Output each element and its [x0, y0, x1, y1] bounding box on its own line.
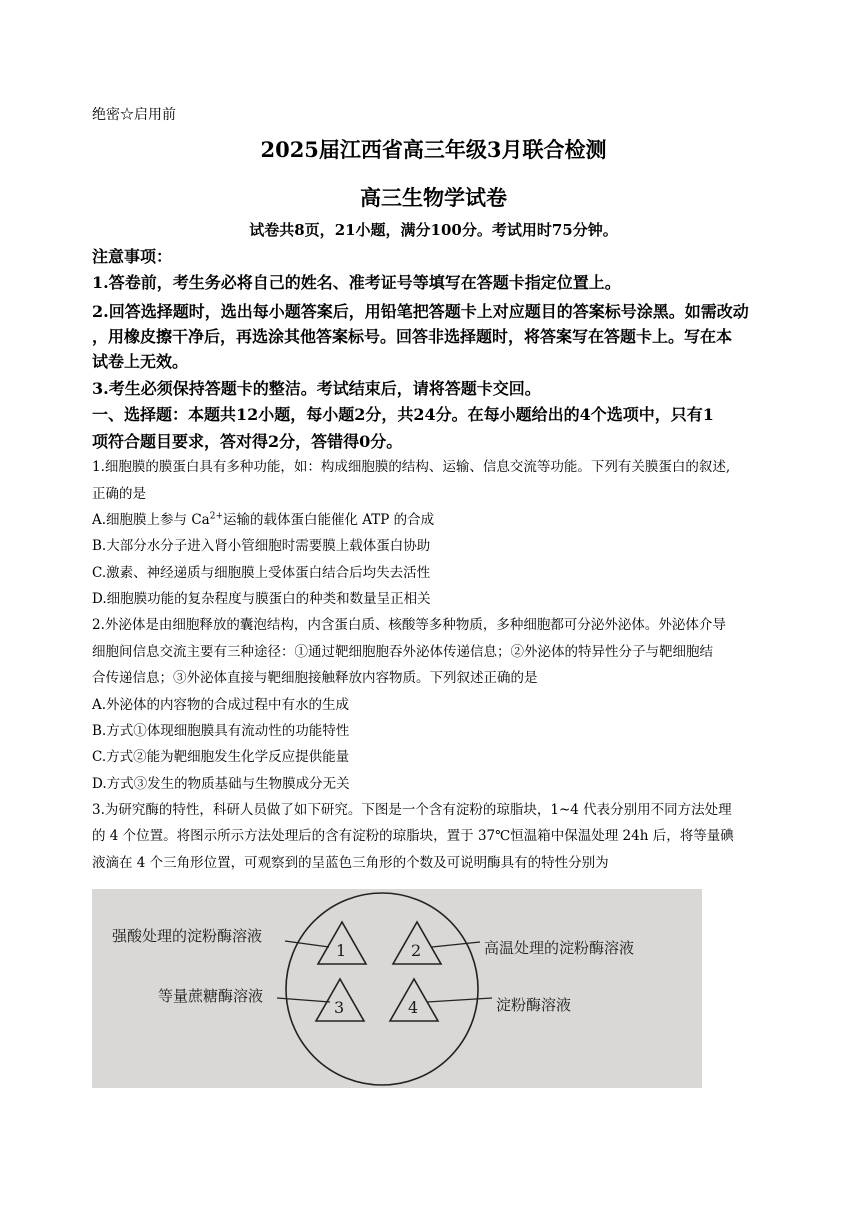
label-high-temp-amylase: 高温处理的淀粉酶溶液 [484, 939, 635, 957]
label-sucrase: 等量蔗糖酶溶液 [158, 987, 264, 1005]
q1-stem-line-1: 1.细胞膜的膜蛋白具有多种功能，如：构成细胞膜的结构、运输、信息交流等功能。下列有关膜蛋白的叙述, [92, 459, 731, 475]
q2-stem-line-1: 2.外泌体是由细胞释放的囊泡结构，内含蛋白质、核酸等多种物质，多种细胞都可分泌外泌体。外泌体介导 [92, 617, 726, 633]
leader-line-3 [277, 998, 330, 1002]
exam-info: 试卷共8页，21小题，满分100分。考试用时75分钟。 [249, 221, 618, 239]
label-amylase: 淀粉酶溶液 [496, 996, 572, 1014]
agar-block-figure [92, 889, 702, 1088]
q1-option-d: D.细胞膜功能的复杂程度与膜蛋白的种类和数量呈正相关 [92, 591, 431, 607]
notice-item-3: 3.考生必须保持答题卡的整洁。考试结束后，请将答题卡交回。 [92, 379, 541, 398]
q2-option-d: D.方式③发生的物质基础与生物膜成分无关 [92, 776, 350, 792]
section-heading-line-2: 项符合题目要求，答对得2分，答错得0分。 [92, 432, 403, 451]
notice-item-2-line-1: 2.回答选择题时，选出每小题答案后，用铅笔把答题卡上对应题目的答案标号涂黑。如需改动 [92, 302, 749, 321]
notice-item-2-line-3: 试卷上无效。 [92, 352, 189, 371]
leader-line-1 [285, 941, 329, 947]
notice-item-2-line-2: ，用橡皮擦干净后，再选涂其他答案标号。回答非选择题时，将答案写在答题卡上。写在本 [92, 327, 733, 346]
q1-stem-line-2: 正确的是 [92, 486, 146, 502]
q1-option-c: C.激素、神经递质与细胞膜上受体蛋白结合后均失去活性 [92, 565, 431, 581]
notice-heading: 注意事项： [92, 247, 173, 266]
q3-stem-line-3: 液滴在 4 个三角形位置，可观察到的呈蓝色三角形的个数及可说明酶具有的特性分别为 [92, 855, 609, 871]
q3-stem-line-1: 3.为研究酶的特性，科研人员做了如下研究。下图是一个含有淀粉的琼脂块，1~4 代表分别用不同方法处理 [92, 802, 732, 818]
q1-option-a-sup: 2+ [209, 511, 223, 522]
secret-label: 绝密☆启用前 [92, 107, 176, 123]
exam-title: 2025届江西省高三年级3月联合检测 [260, 137, 607, 162]
agar-circle [286, 893, 478, 1085]
q3-stem-line-2: 的 4 个位置。将图示所示方法处理后的含有淀粉的琼脂块，置于 37℃恒温箱中保温处理 24h 后，将等量碘 [92, 828, 734, 844]
q1-option-a-pre: A.细胞膜上参与 Ca [92, 512, 210, 528]
agar-block-diagram [92, 889, 702, 1088]
section-heading-line-1: 一、选择题：本题共12小题，每小题2分，共24分。在每小题给出的4个选项中，只有1 [92, 405, 714, 424]
triangle-4-number: 4 [408, 998, 419, 1017]
leader-line-4 [427, 998, 492, 1002]
notice-item-1: 1.答卷前，考生务必将自己的姓名、准考证号等填写在答题卡指定位置上。 [92, 273, 621, 292]
triangle-2-number: 2 [411, 941, 422, 960]
q1-option-b: B.大部分水分子进入肾小管细胞时需要膜上载体蛋白协助 [92, 538, 431, 554]
exam-subtitle: 高三生物学试卷 [360, 185, 507, 210]
q1-option-a-post: 运输的载体蛋白能催化 ATP 的合成 [223, 512, 435, 528]
triangle-3-number: 3 [334, 998, 345, 1017]
q2-option-a: A.外泌体的内容物的合成过程中有水的生成 [92, 697, 350, 713]
q1-option-a [92, 507, 792, 533]
q2-option-c: C.方式②能为靶细胞发生化学反应提供能量 [92, 749, 350, 765]
q2-stem-line-3: 合传递信息；③外泌体直接与靶细胞接触释放内容物质。下列叙述正确的是 [92, 670, 538, 686]
q2-option-b: B.方式①体现细胞膜具有流动性的功能特性 [92, 723, 350, 739]
leader-line-2 [432, 942, 480, 947]
q2-stem-line-2: 细胞间信息交流主要有三种途径：①通过靶细胞胞吞外泌体传递信息；②外泌体的特异性分子与靶细胞结 [92, 644, 713, 660]
label-strong-acid-amylase: 强酸处理的淀粉酶溶液 [112, 927, 263, 945]
triangle-1-number: 1 [336, 941, 347, 960]
